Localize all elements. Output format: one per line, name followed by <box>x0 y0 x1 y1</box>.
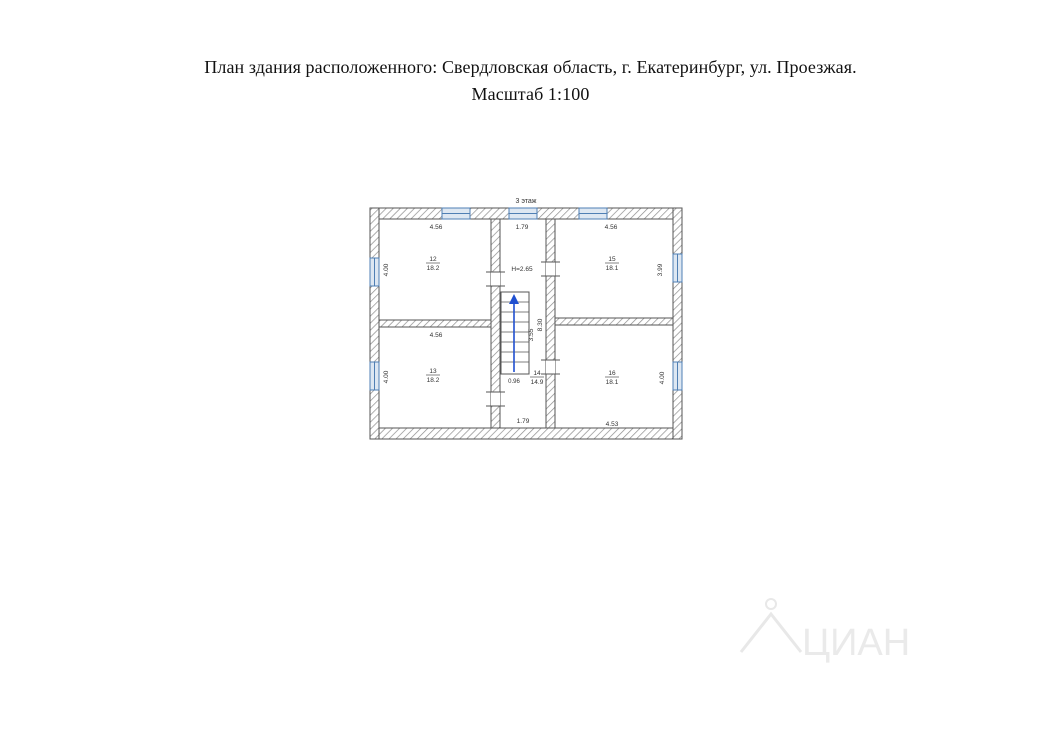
stair-length: 3.55 <box>528 328 535 342</box>
plan-scale: Масштаб 1:100 <box>471 84 590 104</box>
room-16-area: 18.1 <box>605 379 619 386</box>
door-opening <box>491 392 500 406</box>
windows <box>370 208 682 390</box>
stair-arrow-head <box>509 294 519 304</box>
room-12-number: 12 <box>429 256 437 263</box>
interior-walls <box>379 219 673 428</box>
room-13-height: 4.00 <box>383 370 390 384</box>
room-15-area: 18.1 <box>605 265 619 272</box>
room-13-width: 4.56 <box>429 332 443 339</box>
room-16-width: 4.53 <box>605 421 619 428</box>
staircase <box>501 292 529 374</box>
room-13-area: 18.2 <box>426 377 440 384</box>
door-opening <box>546 262 555 276</box>
room-15-width: 4.56 <box>604 224 618 231</box>
room-15-height: 3.99 <box>657 263 664 277</box>
room-14-number: 14 <box>533 370 541 377</box>
room-14-area: 14.9 <box>530 379 544 386</box>
corridor-length: 8.30 <box>537 318 544 332</box>
corridor-ceiling-height: H=2.65 <box>511 266 533 273</box>
floor-label: 3 этаж <box>515 198 537 205</box>
room-12-width: 4.56 <box>429 224 443 231</box>
watermark-text: ЦИАН <box>802 622 911 664</box>
watermark-logo-icon <box>766 599 776 609</box>
corridor-width-top: 1.79 <box>515 224 529 231</box>
corridor-width-bottom: 1.79 <box>516 418 530 425</box>
room-15-number: 15 <box>608 256 616 263</box>
door-opening <box>546 360 555 374</box>
room-13-number: 13 <box>429 368 437 375</box>
door-opening <box>491 272 500 286</box>
stair-width: 0.96 <box>508 379 520 385</box>
room-16-number: 16 <box>608 370 616 377</box>
room-12-height: 4.00 <box>383 263 390 277</box>
room-12-area: 18.2 <box>426 265 440 272</box>
room-16-height: 4.00 <box>659 371 666 385</box>
watermark <box>741 599 910 664</box>
plan-title: План здания расположенного: Свердловская область, г. Екатеринбург, ул. Проезжая. <box>204 57 857 77</box>
